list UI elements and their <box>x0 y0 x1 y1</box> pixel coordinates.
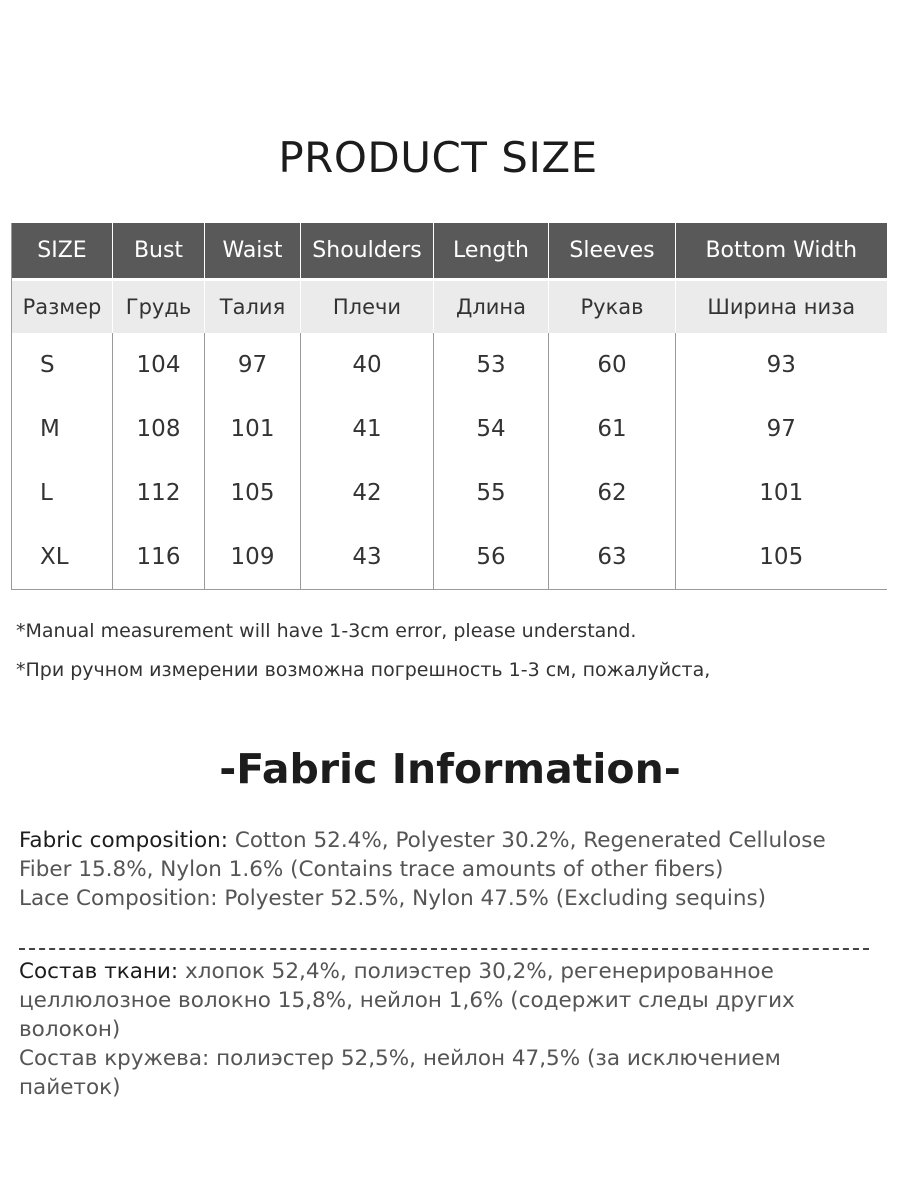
table-cell: 55 <box>434 461 549 525</box>
measurement-note-en: *Manual measurement will have 1-3cm error, please understand. <box>16 620 637 642</box>
table-cell: 62 <box>549 461 676 525</box>
table-cell: 105 <box>205 461 301 525</box>
fabric-composition-en <box>19 826 869 884</box>
measurement-note-ru: *При ручном измерении возможна погрешность 1-3 см, пожалуйста, <box>16 659 711 681</box>
table-cell: 63 <box>549 525 676 590</box>
table-cell: 60 <box>549 333 676 397</box>
table-cell: 105 <box>676 525 887 590</box>
fabric-composition-ru <box>19 957 869 1044</box>
table-cell: 56 <box>434 525 549 590</box>
table-row <box>12 461 887 525</box>
table-cell: L <box>12 461 113 525</box>
header-length-ru: Длина <box>434 281 549 333</box>
table-cell: XL <box>12 525 113 590</box>
table-cell: 42 <box>301 461 434 525</box>
table-cell: 109 <box>205 525 301 590</box>
header-waist: Waist <box>205 223 301 278</box>
fabric-info-ru <box>19 957 869 1102</box>
header-length: Length <box>434 223 549 278</box>
table-cell: 101 <box>205 397 301 461</box>
table-cell: 41 <box>301 397 434 461</box>
header-size-ru: Размер <box>12 281 113 333</box>
table-cell: M <box>12 397 113 461</box>
table-header-ru <box>12 281 887 333</box>
fabric-composition-text: Cotton 52.4%, Polyester 30.2%, Regenerated Cellulose Fiber 15.8%, Nylon 1.6% (Contains trace amounts of other fibers) <box>19 828 826 882</box>
fabric-composition-label: Fabric composition: <box>19 828 229 853</box>
fabric-title: -Fabric Information- <box>219 745 681 793</box>
header-waist-ru: Талия <box>205 281 301 333</box>
lace-composition-ru: Состав кружева: полиэстер 52,5%, нейлон 47,5% (за исключением пайеток) <box>19 1046 781 1100</box>
fabric-composition-label-ru: Состав ткани: <box>19 959 179 984</box>
header-sleeves: Sleeves <box>549 223 676 278</box>
dashed-divider <box>19 948 869 950</box>
table-row <box>12 333 887 397</box>
table-cell: 40 <box>301 333 434 397</box>
header-size: SIZE <box>12 223 113 278</box>
table-cell: 93 <box>676 333 887 397</box>
fabric-composition-text-ru: хлопок 52,4%, полиэстер 30,2%, регенерированное целлюлозное волокно 15,8%, нейлон 1,6% (содержит следы других волокон) <box>19 959 795 1042</box>
header-sleeves-ru: Рукав <box>549 281 676 333</box>
header-bust: Bust <box>113 223 205 278</box>
table-cell: S <box>12 333 113 397</box>
table-cell: 54 <box>434 397 549 461</box>
table-row <box>12 525 887 590</box>
header-shoulders-ru: Плечи <box>301 281 434 333</box>
header-bottom-width: Bottom Width <box>676 223 887 278</box>
table-cell: 108 <box>113 397 205 461</box>
fabric-info-en <box>19 826 869 913</box>
table-header-en <box>12 223 887 278</box>
table-cell: 61 <box>549 397 676 461</box>
header-shoulders: Shoulders <box>301 223 434 278</box>
header-bust-ru: Грудь <box>113 281 205 333</box>
table-cell: 116 <box>113 525 205 590</box>
table-cell: 97 <box>205 333 301 397</box>
table-cell: 43 <box>301 525 434 590</box>
table-cell: 112 <box>113 461 205 525</box>
lace-composition-en: Lace Composition: Polyester 52.5%, Nylon 47.5% (Excluding sequins) <box>19 886 767 911</box>
table-cell: 104 <box>113 333 205 397</box>
header-bottom-width-ru: Ширина низа <box>676 281 887 333</box>
table-cell: 97 <box>676 397 887 461</box>
table-row <box>12 397 887 461</box>
table-cell: 53 <box>434 333 549 397</box>
table-cell: 101 <box>676 461 887 525</box>
page-title: PRODUCT SIZE <box>278 133 598 182</box>
size-table <box>11 223 887 590</box>
